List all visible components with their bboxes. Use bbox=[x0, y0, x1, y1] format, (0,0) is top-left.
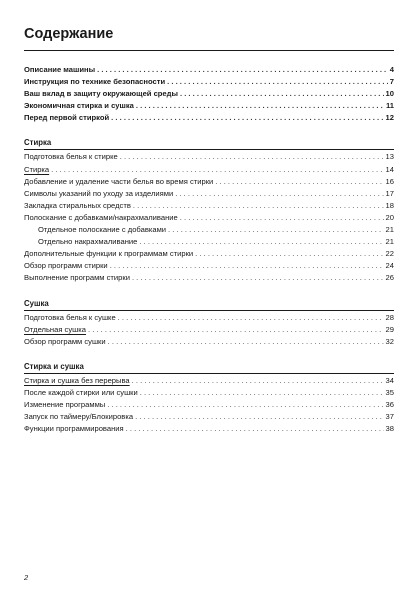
toc-entry[interactable] bbox=[24, 164, 394, 176]
leader-dots bbox=[180, 212, 384, 224]
toc-entry-page: 16 bbox=[385, 176, 394, 186]
toc-entry[interactable] bbox=[24, 423, 394, 435]
toc-entry-page: 38 bbox=[385, 424, 394, 434]
toc-entry[interactable] bbox=[24, 188, 394, 200]
toc-entry-label: Обзор программ стирки bbox=[24, 261, 108, 271]
toc-entry-label: Стирка и сушка без перерыва bbox=[24, 375, 130, 385]
toc-entry-label: Подготовка белья к сушке bbox=[24, 312, 116, 322]
page-title: Содержание bbox=[24, 0, 394, 51]
leader-dots bbox=[108, 336, 384, 348]
toc-entry[interactable] bbox=[24, 324, 394, 336]
toc-entry-page: 12 bbox=[385, 113, 394, 123]
leader-dots bbox=[195, 248, 383, 260]
toc-entry-label: После каждой стирки или сушки bbox=[24, 387, 138, 397]
toc-entry[interactable] bbox=[24, 200, 394, 212]
toc-entry[interactable] bbox=[24, 375, 394, 387]
toc-entry[interactable] bbox=[24, 272, 394, 284]
toc-page bbox=[24, 0, 394, 435]
leader-dots bbox=[140, 387, 384, 399]
toc-entry-page: 7 bbox=[389, 77, 394, 87]
toc-entry[interactable] bbox=[24, 260, 394, 272]
leader-dots bbox=[88, 324, 384, 336]
leader-dots bbox=[111, 112, 383, 124]
leader-dots bbox=[132, 272, 384, 284]
toc-entry[interactable] bbox=[24, 64, 394, 76]
leader-dots bbox=[175, 188, 383, 200]
toc-entry[interactable] bbox=[24, 312, 394, 324]
toc-entry-label: Полоскание с добавками/накрахмаливание bbox=[24, 212, 178, 222]
toc-entry-label: Закладка стиральных средств bbox=[24, 200, 131, 210]
toc-entry-page: 26 bbox=[385, 273, 394, 283]
leader-dots bbox=[51, 164, 383, 176]
toc-section-washing-and-drying bbox=[24, 361, 394, 435]
leader-dots bbox=[132, 375, 384, 387]
toc-entry-label: Запуск по таймеру/Блокировка bbox=[24, 412, 134, 422]
section-heading: Сушка bbox=[24, 298, 394, 311]
toc-entry-page: 24 bbox=[385, 261, 394, 271]
leader-dots bbox=[126, 423, 384, 435]
toc-entry-label: Описание машины bbox=[24, 65, 96, 74]
leader-dots bbox=[167, 76, 388, 88]
toc-entry[interactable] bbox=[24, 212, 394, 224]
toc-entry[interactable] bbox=[24, 176, 394, 188]
toc-entry[interactable] bbox=[24, 151, 394, 163]
toc-entry-page: 21 bbox=[385, 225, 394, 235]
toc-entry-page: 13 bbox=[385, 152, 394, 162]
toc-entry-label: Отдельно накрахмаливание bbox=[38, 237, 138, 247]
top-entries bbox=[24, 64, 394, 124]
toc-entry[interactable] bbox=[24, 112, 394, 124]
leader-dots bbox=[118, 312, 384, 324]
toc-entry-label: Отдельное полоскание с добавками bbox=[38, 225, 167, 235]
toc-entry-page: 10 bbox=[385, 89, 394, 99]
toc-entry-label: Дополнительные функции к программам стирки bbox=[24, 249, 194, 259]
toc-entry-page: 11 bbox=[385, 101, 394, 111]
leader-dots bbox=[133, 200, 384, 212]
toc-entry-label: Обзор программ сушки bbox=[24, 336, 106, 346]
toc-entry[interactable] bbox=[24, 336, 394, 348]
section-heading: Стирка и сушка bbox=[24, 361, 394, 374]
toc-entry-page: 17 bbox=[385, 188, 394, 198]
leader-dots bbox=[136, 100, 384, 112]
toc-entry-page: 22 bbox=[385, 249, 394, 259]
toc-entry-label: Ваш вклад в защиту окружающей среды bbox=[24, 89, 178, 99]
toc-entry-page: 14 bbox=[385, 164, 394, 174]
page-number: 2 bbox=[24, 573, 29, 582]
toc-entry[interactable] bbox=[24, 387, 394, 399]
toc-entry[interactable] bbox=[24, 248, 394, 260]
toc-entry-page: 29 bbox=[385, 324, 394, 334]
toc-entry[interactable] bbox=[24, 88, 394, 100]
toc-entry-label: Стирка bbox=[24, 164, 50, 174]
toc-entry-page: 28 bbox=[385, 312, 394, 322]
toc-entry-page: 20 bbox=[385, 212, 394, 222]
toc-subentry[interactable] bbox=[24, 236, 394, 248]
toc-entry-label: Символы указаний по уходу за изделиями bbox=[24, 188, 174, 198]
toc-entry-page: 4 bbox=[389, 65, 394, 74]
toc-section-washing bbox=[24, 137, 394, 284]
leader-dots bbox=[135, 411, 383, 423]
toc-entry-label: Выполнение программ стирки bbox=[24, 273, 130, 283]
toc-entry-page: 35 bbox=[385, 387, 394, 397]
leader-dots bbox=[107, 399, 383, 411]
leader-dots bbox=[97, 64, 388, 76]
section-heading: Стирка bbox=[24, 137, 394, 150]
toc-entry-label: Экономичная стирка и сушка bbox=[24, 101, 134, 111]
toc-entry-label: Добавление и удаление части белья во время стирки bbox=[24, 176, 214, 186]
toc-entry-label: Подготовка белья к стирке bbox=[24, 152, 118, 162]
toc-entry-label: Перед первой стиркой bbox=[24, 113, 110, 123]
toc-entry[interactable] bbox=[24, 76, 394, 88]
toc-entry-label: Изменение программы bbox=[24, 399, 106, 409]
toc-entry[interactable] bbox=[24, 399, 394, 411]
leader-dots bbox=[110, 260, 384, 272]
toc-section-drying bbox=[24, 298, 394, 348]
toc-entry-label: Функции программирования bbox=[24, 424, 124, 434]
toc-entry-page: 21 bbox=[385, 237, 394, 247]
toc-entry-page: 37 bbox=[385, 412, 394, 422]
leader-dots bbox=[120, 151, 384, 163]
leader-dots bbox=[215, 176, 383, 188]
toc-entry-page: 18 bbox=[385, 200, 394, 210]
toc-entry-page: 36 bbox=[385, 399, 394, 409]
leader-dots bbox=[139, 236, 383, 248]
toc-entry-label: Отдельная сушка bbox=[24, 324, 86, 334]
toc-entry-page: 34 bbox=[385, 375, 394, 385]
leader-dots bbox=[168, 224, 384, 236]
toc-entry-page: 32 bbox=[385, 336, 394, 346]
leader-dots bbox=[180, 88, 384, 100]
toc-entry[interactable] bbox=[24, 100, 394, 112]
toc-entry-label: Инструкция по технике безопасности bbox=[24, 77, 166, 87]
toc-subentry[interactable] bbox=[24, 224, 394, 236]
toc-entry[interactable] bbox=[24, 411, 394, 423]
